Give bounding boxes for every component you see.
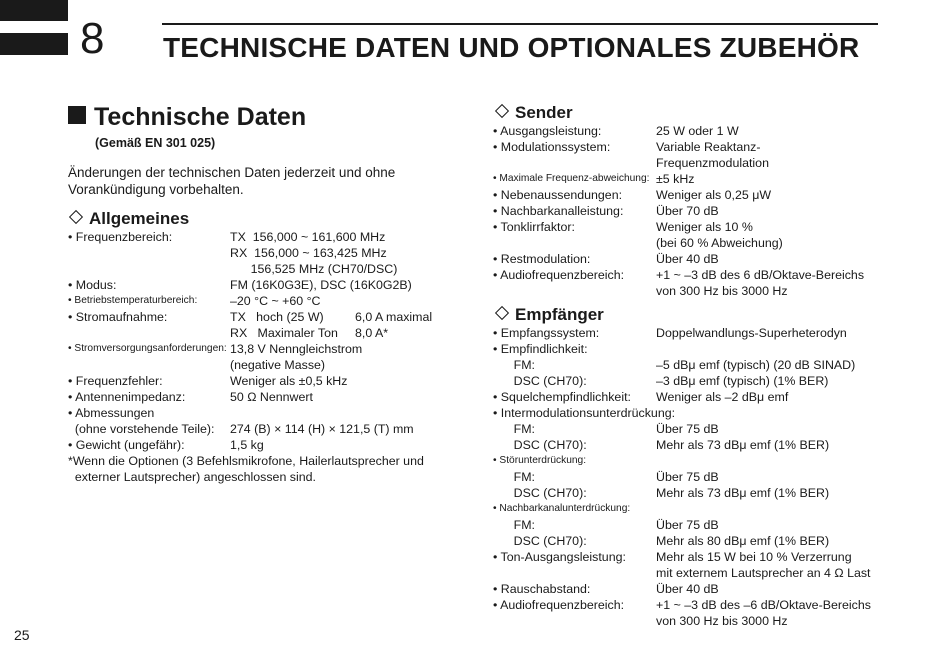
- spec-value: 274 (B) × 114 (H) × 121,5 (T) mm: [230, 422, 414, 436]
- heading-sender: [494, 103, 573, 123]
- spec-row: [493, 219, 933, 235]
- spec-row: [68, 261, 468, 277]
- spec-label: • Rauschabstand:: [493, 582, 591, 596]
- spec-row: [493, 283, 933, 299]
- spec-row: [493, 267, 933, 283]
- spec-row: [493, 581, 933, 597]
- heading-allgemeines: [68, 209, 189, 229]
- spec-row: [68, 405, 468, 421]
- spec-label: • Empfindlichkeit:: [493, 342, 588, 356]
- spec-value: Mehr als 80 dBμ emf (1% BER): [656, 534, 830, 548]
- empfaenger-spec-list: [493, 325, 933, 629]
- spec-value: Über 75 dB: [656, 518, 719, 532]
- spec-value: von 300 Hz bis 3000 Hz: [656, 614, 788, 628]
- spec-label: • Abmessungen: [68, 406, 155, 420]
- spec-row: [493, 453, 933, 469]
- spec-row: [68, 245, 468, 261]
- spec-value: Weniger als 10 %: [656, 220, 753, 234]
- spec-value: Über 70 dB: [656, 204, 719, 218]
- spec-row: [493, 251, 933, 267]
- spec-row: [493, 155, 933, 171]
- spec-value: 25 W oder 1 W: [656, 124, 739, 138]
- heading-empfaenger-text: Empfänger: [515, 305, 604, 324]
- spec-label: • Modus:: [68, 278, 117, 292]
- spec-row: [68, 437, 468, 453]
- spec-value: von 300 Hz bis 3000 Hz: [656, 284, 788, 298]
- spec-value: RX 156,000 ~ 163,425 MHz: [230, 246, 387, 260]
- spec-label: • Intermodulationsunterdrückung:: [493, 406, 676, 420]
- spec-row: [493, 139, 933, 155]
- spec-label: • Antennenimpedanz:: [68, 390, 186, 404]
- spec-row: [68, 469, 468, 485]
- marker-bar-bottom: [0, 33, 68, 55]
- spec-row: [493, 325, 933, 341]
- spec-label: FM:: [493, 518, 535, 532]
- spec-label: • Squelchempfindlichkeit:: [493, 390, 631, 404]
- spec-value: Variable Reaktanz-: [656, 140, 761, 154]
- section-title: [68, 102, 306, 132]
- spec-row: [493, 421, 933, 437]
- spec-row: [68, 293, 468, 309]
- spec-label: • Stromversorgungsanforderungen:: [68, 343, 227, 354]
- spec-label: • Audiofrequenzbereich:: [493, 598, 625, 612]
- spec-label: • Ausgangsleistung:: [493, 124, 602, 138]
- spec-value: TX hoch (25 W): [230, 310, 324, 324]
- spec-label: • Maximale Frequenz-abweichung:: [493, 173, 650, 184]
- spec-value: –3 dBμ emf (typisch) (1% BER): [656, 374, 829, 388]
- spec-label: FM:: [493, 422, 535, 436]
- spec-label: DSC (CH70):: [493, 438, 587, 452]
- section-intro: Änderungen der technischen Daten jederzeit und ohne Vorankündigung vorbehalten.: [68, 165, 396, 197]
- spec-row: [493, 171, 933, 187]
- spec-label: • Frequenzfehler:: [68, 374, 163, 388]
- spec-row: [493, 517, 933, 533]
- spec-row: [493, 389, 933, 405]
- spec-value: –20 °C ~ +60 °C: [230, 294, 321, 308]
- spec-row: [68, 229, 468, 245]
- spec-value: 1,5 kg: [230, 438, 264, 452]
- spec-label: FM:: [493, 358, 535, 372]
- page-number: 25: [14, 627, 30, 643]
- spec-value: Frequenzmodulation: [656, 156, 769, 170]
- spec-row: [68, 373, 468, 389]
- spec-value: Weniger als 0,25 μW: [656, 188, 772, 202]
- spec-value-secondary: 6,0 A maximal: [355, 310, 433, 324]
- spec-label: • Empfangssystem:: [493, 326, 600, 340]
- sender-spec-list: [493, 123, 933, 299]
- heading-sender-text: Sender: [515, 103, 573, 122]
- spec-row: [68, 325, 468, 341]
- spec-value: 13,8 V Nenngleichstrom: [230, 342, 363, 356]
- spec-label: (ohne vorstehende Teile):: [68, 422, 215, 436]
- spec-label: • Nachbarkanalleistung:: [493, 204, 624, 218]
- spec-label: • Stromaufnahme:: [68, 310, 168, 324]
- spec-row: [493, 613, 933, 629]
- spec-row: [68, 357, 468, 373]
- spec-row: [493, 565, 933, 581]
- spec-value: 50 Ω Nennwert: [230, 390, 313, 404]
- spec-label: • Nachbarkanalunterdrückung:: [493, 503, 631, 514]
- diamond-icon: [69, 210, 83, 224]
- spec-label: • Modulationssystem:: [493, 140, 611, 154]
- spec-row: [493, 405, 933, 421]
- spec-value: Doppelwandlungs-Superheterodyn: [656, 326, 847, 340]
- spec-row: [68, 277, 468, 293]
- spec-row: [493, 533, 933, 549]
- spec-value-secondary: 8,0 A*: [355, 326, 389, 340]
- spec-value: Über 75 dB: [656, 422, 719, 436]
- chapter-rule: [162, 23, 878, 25]
- allgemeines-spec-list: [68, 229, 468, 485]
- spec-row: [493, 469, 933, 485]
- spec-label: externer Lautsprecher) angeschlossen sind.: [68, 470, 316, 484]
- spec-label: DSC (CH70):: [493, 486, 587, 500]
- spec-value: Über 75 dB: [656, 470, 719, 484]
- spec-label: *Wenn die Optionen (3 Befehlsmikrofone, Hailerlautsprecher und: [68, 454, 424, 468]
- spec-value: Über 40 dB: [656, 252, 719, 266]
- spec-label: • Gewicht (ungefähr):: [68, 438, 185, 452]
- spec-label: • Tonklirrfaktor:: [493, 220, 575, 234]
- spec-label: • Störunterdrückung:: [493, 455, 587, 466]
- heading-allgemeines-text: Allgemeines: [89, 209, 190, 228]
- chapter-number: 8: [80, 14, 105, 63]
- spec-value: Mehr als 73 dBμ emf (1% BER): [656, 486, 830, 500]
- spec-label: DSC (CH70):: [493, 534, 587, 548]
- spec-value: Weniger als ±0,5 kHz: [230, 374, 348, 388]
- spec-value: +1 ~ –3 dB des 6 dB/Oktave-Bereichs: [656, 268, 865, 282]
- spec-label: • Audiofrequenzbereich:: [493, 268, 625, 282]
- spec-value: FM (16K0G3E), DSC (16K0G2B): [230, 278, 412, 292]
- spec-value: 156,525 MHz (CH70/DSC): [230, 262, 398, 276]
- spec-label: • Nebenaussendungen:: [493, 188, 623, 202]
- spec-row: [493, 485, 933, 501]
- diamond-icon: [495, 306, 509, 320]
- spec-value: Weniger als –2 dBμ emf: [656, 390, 789, 404]
- section-title-text: Technische Daten: [94, 103, 307, 131]
- spec-value: Über 40 dB: [656, 582, 719, 596]
- spec-label: • Restmodulation:: [493, 252, 591, 266]
- spec-value: mit externem Lautsprecher an 4 Ω Last: [656, 566, 871, 580]
- spec-value: ±5 kHz: [656, 172, 695, 186]
- spec-label: • Ton-Ausgangsleistung:: [493, 550, 626, 564]
- spec-row: [493, 373, 933, 389]
- spec-row: [493, 203, 933, 219]
- spec-label: FM:: [493, 470, 535, 484]
- spec-row: [493, 597, 933, 613]
- spec-row: [493, 549, 933, 565]
- spec-row: [68, 309, 468, 325]
- spec-label: • Betriebstemperaturbereich:: [68, 295, 198, 306]
- spec-value: Mehr als 15 W bei 10 % Verzerrung: [656, 550, 852, 564]
- spec-value: +1 ~ –3 dB des –6 dB/Oktave-Bereichs: [656, 598, 871, 612]
- spec-row: [68, 389, 468, 405]
- chapter-marker-block: [0, 0, 68, 60]
- chapter-title: TECHNISCHE DATEN UND OPTIONALES ZUBEHÖR: [163, 32, 860, 63]
- spec-row: [493, 357, 933, 373]
- spec-label: • Frequenzbereich:: [68, 230, 173, 244]
- diamond-icon: [495, 104, 509, 118]
- spec-value: TX 156,000 ~ 161,600 MHz: [230, 230, 386, 244]
- spec-label: DSC (CH70):: [493, 374, 587, 388]
- spec-row: [493, 235, 933, 251]
- spec-value: (negative Masse): [230, 358, 326, 372]
- spec-value: (bei 60 % Abweichung): [656, 236, 783, 250]
- spec-row: [68, 341, 468, 357]
- marker-bar-top: [0, 0, 68, 21]
- spec-row: [493, 341, 933, 357]
- spec-value: –5 dBμ emf (typisch) (20 dB SINAD): [656, 358, 856, 372]
- section-norm: (Gemäß EN 301 025): [95, 136, 216, 150]
- heading-empfaenger: [494, 305, 604, 325]
- square-bullet-icon: [68, 106, 86, 124]
- spec-row: [493, 123, 933, 139]
- spec-row: [493, 501, 933, 517]
- spec-value: RX Maximaler Ton: [230, 326, 338, 340]
- spec-row: [68, 453, 468, 469]
- spec-row: [68, 421, 468, 437]
- spec-row: [493, 187, 933, 203]
- spec-value: Mehr als 73 dBμ emf (1% BER): [656, 438, 830, 452]
- spec-row: [493, 437, 933, 453]
